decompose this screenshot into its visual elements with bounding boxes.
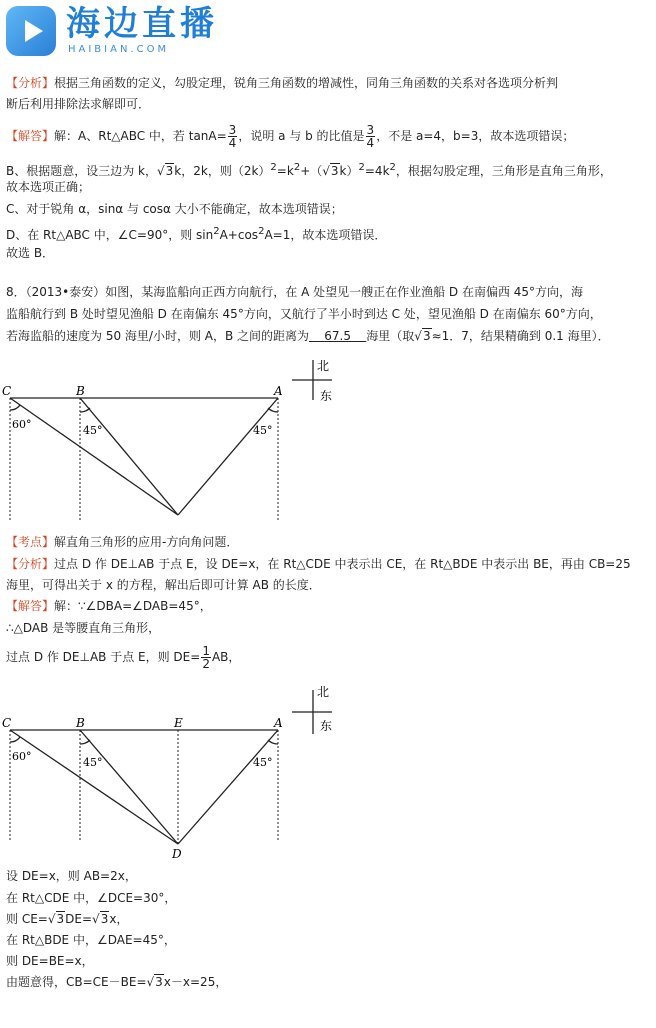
diagram-1 [0, 359, 340, 520]
prev-answer-b-line2: 故本选项正确； [6, 180, 91, 194]
angle-c: 60° [12, 418, 32, 431]
sol-step-5: 则 DE=BE=x， [6, 954, 94, 968]
prev-analysis-line1: 【分析】根据三角函数的定义，勾股定理，锐角三角函数的增减性，同角三角函数的关系对各选项分析判 [6, 76, 559, 90]
sol-answer-3: 过点 D 作 DE⊥AB 于点 E，则 DE= $\frac{1}{2}$ AB， [6, 644, 241, 671]
sol-answer-2: ∴△DAB 是等腰直角三角形， [6, 621, 161, 635]
prev-answer-d: D、在 Rt△ABC 中，∠C=90°，则 $\sin^2A+\cos^2A=1$，故本选项错误． [6, 226, 387, 242]
q8-line1: 8．（2013•泰安）如图，某海监船向正西方向航行，在 A 处望见一艘正在作业渔船 D 在南偏西 45°方向，海 [6, 285, 584, 299]
prev-answer-a: 【解答】解：A、Rt△ABC 中，若 tanA= $\frac{3}{4}$ ，说明 a 与 b 的比值是 $\frac{3}{4}$ ，不是 a=4，b=3，故本选项错误； [6, 123, 575, 150]
label-c: C [2, 384, 12, 398]
label-e: E [174, 716, 183, 730]
label-b: B [76, 716, 85, 730]
angle-a: 45° [253, 756, 273, 769]
label-a: A [274, 384, 283, 398]
sol-step-3: 则 CE=√3DE=√3x， [6, 912, 129, 926]
sol-analysis-2: 海里，可得出关于 x 的方程，解出后即可计算 AB 的长度． [6, 578, 321, 592]
fraction: $\frac{3}{4}$ [228, 123, 237, 150]
angle-c: 60° [12, 750, 32, 763]
fraction: $\frac{1}{2}$ [202, 644, 210, 671]
compass-east: 东 [320, 719, 333, 733]
label-c: C [2, 716, 12, 730]
logo-title: 海边直播 [66, 4, 218, 44]
prev-answer-b: B、根据题意，设三边为 k，√3k，2k，则$(2k)^2=k^2+(√3k)^2=4k^2$，根据勾股定理，三角形是直角三角形， [6, 162, 612, 178]
angle-a: 45° [253, 424, 273, 437]
compass-north: 北 [317, 359, 330, 373]
sol-step-6: 由题意得，CB=CE－BE=√3x－x=25， [6, 975, 228, 989]
label-a: A [274, 716, 283, 730]
sol-analysis-1: 【分析】过点 D 作 DE⊥AB 于点 E，设 DE=x，在 Rt△CDE 中表示出 CE，在 Rt△BDE 中表示出 BE，再由 CB=25 [6, 557, 631, 571]
compass-north: 北 [317, 685, 330, 699]
prev-answer-c: C、对于锐角 α，sinα 与 cosα 大小不能确定，故本选项错误； [6, 202, 343, 216]
answer-tag: 【解答】 [6, 129, 55, 143]
sol-answer-1: 【解答】解：∵∠DBA=∠DAB=45°， [6, 599, 212, 613]
angle-b: 45° [83, 424, 103, 437]
angle-b: 45° [83, 756, 103, 769]
label-d: D [172, 847, 182, 861]
sol-step-2: 在 Rt△CDE 中，∠DCE=30°， [6, 891, 177, 905]
logo-icon [6, 6, 56, 56]
diagram-2 [0, 685, 340, 861]
sol-step-4: 在 Rt△BDE 中，∠DAE=45°， [6, 933, 176, 947]
fraction: $\frac{3}{4}$ [366, 123, 375, 150]
prev-analysis-line2: 断后利用排除法求解即可． [6, 97, 151, 111]
play-icon [6, 6, 56, 56]
sol-kaodian: 【考点】解直角三角形的应用-方向角问题． [6, 535, 239, 549]
compass-east: 东 [320, 389, 333, 403]
q8-line2: 监船航行到 B 处时望见渔船 D 在南偏东 45°方向，又航行了半小时到达 C 处，望见渔船 D 在南偏东 60°方向， [6, 307, 602, 321]
label-b: B [76, 384, 85, 398]
prev-choose: 故选 B． [6, 246, 55, 260]
logo-subtitle: HAIBIAN.COM [68, 44, 170, 55]
q8-line3: 若海监船的速度为 50 海里/小时，则 A，B 之间的距离为 67.5 海里（取√3≈1．7，结果精确到 0.1 海里）． [6, 329, 610, 343]
analysis-tag: 【分析】 [6, 76, 55, 90]
q8-answer: 67.5 [324, 329, 351, 343]
sol-step-1: 设 DE=x，则 AB=2x， [6, 869, 137, 883]
